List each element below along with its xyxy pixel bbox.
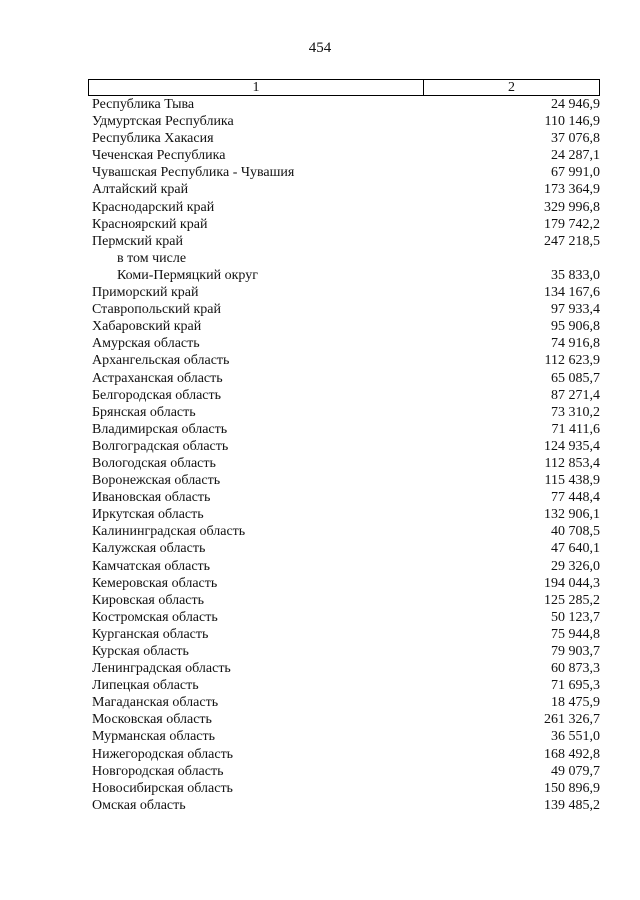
region-value: 49 079,7 <box>551 763 600 779</box>
region-name: Ивановская область <box>92 490 211 506</box>
region-value: 179 742,2 <box>544 216 600 232</box>
region-value: 74 916,8 <box>551 336 600 352</box>
region-value: 110 146,9 <box>544 114 600 130</box>
table-row <box>88 438 600 455</box>
table-row <box>88 694 600 711</box>
table-row <box>88 455 600 472</box>
region-name: Владимирская область <box>92 421 228 437</box>
region-name: Мурманская область <box>92 729 216 745</box>
table-row <box>88 677 600 694</box>
data-table <box>88 79 600 814</box>
table-row <box>88 626 600 643</box>
region-name: Коми-Пермяцкий округ <box>117 267 258 283</box>
region-name: Республика Хакасия <box>92 131 214 147</box>
region-name: Чувашская Республика - Чувашия <box>92 165 295 181</box>
region-value: 97 933,4 <box>551 302 600 318</box>
region-name: Алтайский край <box>92 182 189 198</box>
region-value: 40 708,5 <box>551 524 600 540</box>
table-row <box>88 609 600 626</box>
region-value: 60 873,3 <box>551 661 600 677</box>
region-value: 24 946,9 <box>551 97 600 112</box>
region-value: 124 935,4 <box>544 438 600 454</box>
table-row <box>88 489 600 506</box>
table-row <box>88 523 600 540</box>
table-header <box>88 79 600 96</box>
table-row <box>88 250 600 267</box>
table-row <box>88 797 600 814</box>
region-value: 329 996,8 <box>544 199 600 215</box>
region-name: Брянская область <box>92 404 196 420</box>
table-row <box>88 113 600 130</box>
region-name: Волгоградская область <box>92 438 229 454</box>
region-name: Новосибирская область <box>92 780 233 796</box>
region-value: 47 640,1 <box>551 541 600 557</box>
table-row <box>88 233 600 250</box>
table-row <box>88 318 600 335</box>
region-value: 35 833,0 <box>551 267 600 283</box>
region-value: 87 271,4 <box>551 387 600 403</box>
region-value: 75 944,8 <box>551 626 600 642</box>
region-name: Чеченская Республика <box>92 148 226 164</box>
region-name: Приморский край <box>92 285 199 301</box>
region-name: в том числе <box>117 250 187 266</box>
table-row <box>88 335 600 352</box>
region-value: 150 896,9 <box>544 780 600 796</box>
table-row <box>88 592 600 609</box>
table-row <box>88 370 600 387</box>
region-name: Удмуртская Республика <box>92 114 234 130</box>
region-name: Ленинградская область <box>92 661 231 677</box>
region-name: Московская область <box>92 712 212 728</box>
region-name: Амурская область <box>92 336 200 352</box>
table-row <box>88 284 600 301</box>
region-value: 247 218,5 <box>544 233 600 249</box>
region-name: Курская область <box>92 644 189 659</box>
region-name: Пермский край <box>92 233 183 249</box>
region-name: Белгородская область <box>92 387 222 403</box>
region-name: Нижегородская область <box>92 746 234 762</box>
table-row <box>88 746 600 763</box>
region-value: 112 853,4 <box>544 455 600 471</box>
region-value: 134 167,6 <box>544 285 600 301</box>
region-name: Калининградская область <box>92 524 246 540</box>
table-row <box>88 575 600 592</box>
table-row <box>88 181 600 198</box>
region-name: Хабаровский край <box>92 319 202 335</box>
region-value: 194 044,3 <box>544 575 600 591</box>
region-value: 132 906,1 <box>544 507 600 523</box>
region-name: Астраханская область <box>92 370 223 386</box>
table-row <box>88 643 600 660</box>
table-row <box>88 660 600 677</box>
region-name: Костромская область <box>92 609 218 625</box>
region-value: 37 076,8 <box>551 131 600 147</box>
region-value: 115 438,9 <box>544 473 600 489</box>
table-row <box>88 164 600 181</box>
table-row <box>88 267 600 284</box>
region-name: Курганская область <box>92 626 209 642</box>
table-row <box>88 711 600 728</box>
table-row <box>88 130 600 147</box>
table-row <box>88 506 600 523</box>
region-value: 73 310,2 <box>551 404 600 420</box>
page-number: 454 <box>308 40 332 56</box>
table-row <box>88 421 600 438</box>
region-value: 18 475,9 <box>551 695 600 711</box>
column-header-1: 1 <box>89 80 424 95</box>
region-name: Республика Тыва <box>92 97 195 112</box>
region-name: Камчатская область <box>92 558 211 574</box>
table-row <box>88 301 600 318</box>
region-value: 125 285,2 <box>544 592 600 608</box>
region-name: Магаданская область <box>92 695 219 711</box>
region-value: 24 287,1 <box>551 148 600 164</box>
region-name: Красноярский край <box>92 216 208 232</box>
region-value: 95 906,8 <box>551 319 600 335</box>
column-header-2: 2 <box>508 80 515 95</box>
region-name: Воронежская область <box>92 473 221 489</box>
table-row <box>88 216 600 233</box>
table-row <box>88 472 600 489</box>
region-name: Ставропольский край <box>92 302 221 318</box>
region-value: 79 903,7 <box>551 644 600 659</box>
region-value: 173 364,9 <box>544 182 600 198</box>
region-value: 29 326,0 <box>551 558 600 574</box>
region-name: Кировская область <box>92 592 205 608</box>
region-name: Калужская область <box>92 541 206 557</box>
table-row <box>88 387 600 404</box>
table-row <box>88 763 600 780</box>
region-value: 50 123,7 <box>551 609 600 625</box>
region-name: Архангельская область <box>92 353 230 369</box>
table-body <box>88 96 600 814</box>
region-name: Краснодарский край <box>92 199 215 215</box>
table-row <box>88 780 600 797</box>
table-row <box>88 558 600 575</box>
region-name: Новгородская область <box>92 763 224 779</box>
region-value: 168 492,8 <box>544 746 600 762</box>
table-row <box>88 96 600 113</box>
region-name: Вологодская область <box>92 455 216 471</box>
region-value: 261 326,7 <box>544 712 600 728</box>
region-value: 112 623,9 <box>544 353 600 369</box>
table-row <box>88 540 600 557</box>
region-name: Липецкая область <box>92 678 199 694</box>
region-name: Омская область <box>92 797 186 813</box>
region-value: 71 695,3 <box>551 678 600 694</box>
region-value: 67 991,0 <box>551 165 600 181</box>
region-value: 36 551,0 <box>551 729 600 745</box>
region-name: Кемеровская область <box>92 575 218 591</box>
region-value: 77 448,4 <box>551 490 600 506</box>
table-row <box>88 404 600 421</box>
table-row <box>88 352 600 369</box>
region-value: 71 411,6 <box>551 421 600 437</box>
table-row <box>88 728 600 745</box>
table-row <box>88 147 600 164</box>
table-row <box>88 199 600 216</box>
region-value: 65 085,7 <box>551 370 600 386</box>
region-value: 139 485,2 <box>544 797 600 813</box>
region-name: Иркутская область <box>92 507 204 523</box>
